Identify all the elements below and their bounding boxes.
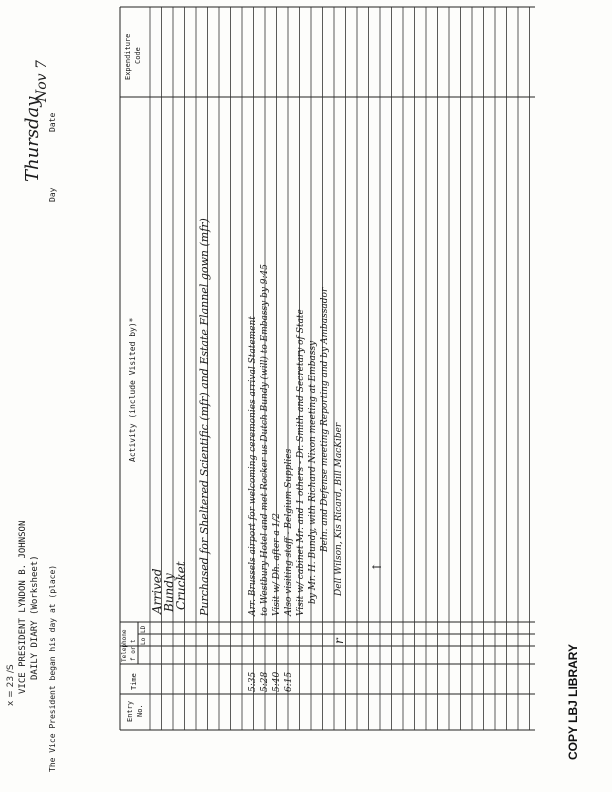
- date-label: Date: [48, 112, 57, 132]
- col-ld-label: LD: [140, 625, 147, 633]
- col-time-label: Time: [130, 673, 138, 690]
- bottom-entry-2: Beln. and Defense meeting Reporting and by Ambassador: [320, 287, 330, 552]
- col-lo-label: Lo: [140, 637, 147, 645]
- time-0: 5:35: [248, 671, 258, 692]
- bottom-entry-0: Visit w/ cabinet Mr. and 1 others - Dr. Smith and Secretary of State: [296, 309, 306, 616]
- entry-1: Arr. Brussels airport for welcoming ceremonies arrival Statement: [248, 316, 258, 616]
- bottom-entry-3: Dell Wilson, Kis Ricard, Bill MacKiber: [334, 422, 344, 596]
- bottom-entry-1: by Mr. H. Bundy, with Richard Nixon meeting at Embassy: [308, 340, 318, 604]
- col-activity-label: Activity (include Visited by)*: [128, 317, 137, 462]
- entry-2: to Westbury Hotel and met Rocker us Dutch Bundy (will) to Embassy by 9:45: [260, 264, 270, 616]
- col-code-label: Code: [134, 47, 142, 64]
- date-value: Nov 7: [34, 60, 50, 102]
- arrow-mark-icon: ↑: [370, 561, 384, 572]
- place-bundy: Bundy: [162, 573, 176, 612]
- form-subtitle: DAILY DIARY (Worksheet): [30, 555, 40, 680]
- form-title: VICE PRESIDENT LYNDON B. JOHNSON: [18, 520, 28, 694]
- corner-note: x = 23 /S: [6, 664, 16, 706]
- margin-mark: r: [332, 638, 346, 644]
- time-3: 6:15: [284, 671, 294, 692]
- col-telephone-label: Telephone: [121, 629, 128, 662]
- place-arrived: Arrived: [150, 568, 164, 614]
- col-entry-label: Entry: [126, 700, 134, 722]
- entry-0: Purchased for Sheltered Scientific (mfr) and Estate Flannel gown (mfr): [198, 218, 211, 616]
- col-entry-no-label: No.: [136, 704, 144, 717]
- day-value: Thursday: [22, 96, 43, 182]
- entry-3: Visit w/ Dh. after a 1/2: [272, 512, 282, 616]
- col-fort-label: f or t: [130, 639, 137, 661]
- entry-4: Also visiting staff - Belgium Supplies: [284, 448, 294, 616]
- day-label: Day: [48, 187, 57, 202]
- began-label: The Vice President began his day at (place): [48, 564, 57, 772]
- col-expenditure-label: Expenditure: [124, 33, 132, 80]
- place-crucket: Crucket: [174, 561, 188, 610]
- library-stamp: COPY LBJ LIBRARY: [566, 643, 580, 760]
- time-1: 5:28: [260, 671, 270, 692]
- time-2: 5:40: [272, 671, 282, 692]
